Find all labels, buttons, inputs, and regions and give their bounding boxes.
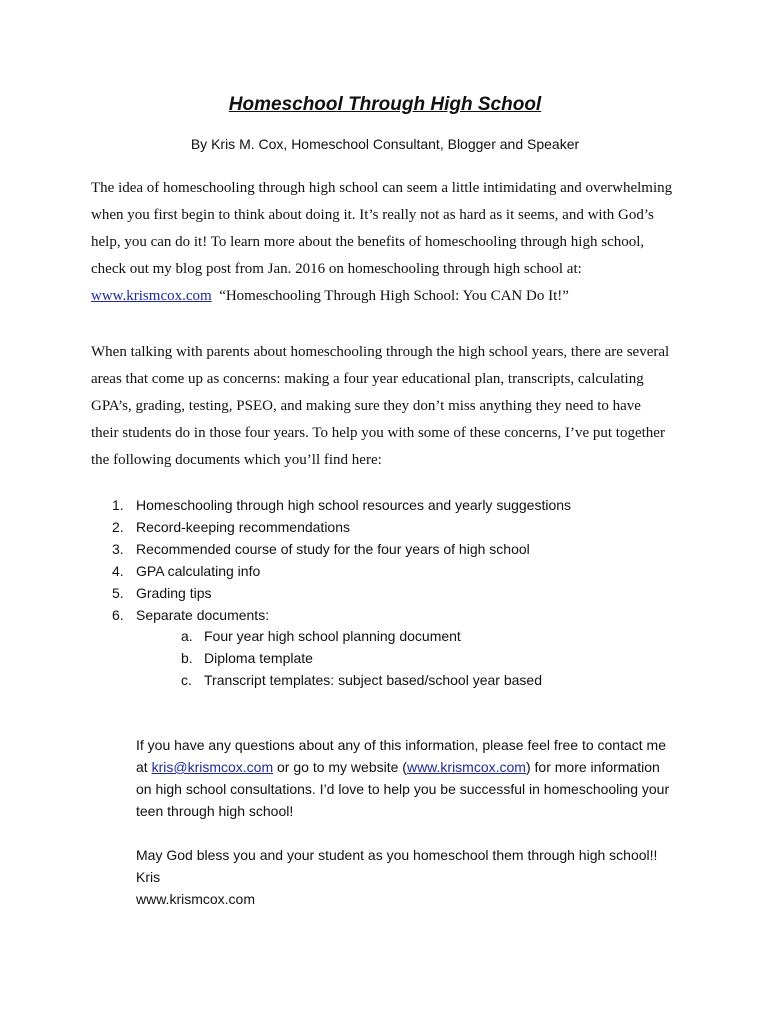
list-item: 1. Homeschooling through high school resources and yearly suggestions bbox=[112, 497, 572, 513]
blessing-line: May God bless you and your student as you homeschool them through high school!! bbox=[136, 847, 658, 863]
concerns-line: their students do in those four years. To help you with some of these concerns, I’ve put together bbox=[91, 425, 665, 441]
spacer bbox=[136, 822, 696, 844]
documents-list bbox=[112, 494, 571, 626]
website-link[interactable]: www.krismcox.com bbox=[406, 759, 526, 775]
intro-line: check out my blog post from Jan. 2016 on homeschooling through high school at: bbox=[91, 261, 582, 277]
sublist-item: c. Transcript templates: subject based/school year based bbox=[181, 672, 542, 688]
signature: Kris bbox=[136, 869, 161, 885]
concerns-line: GPA’s, grading, testing, PSEO, and making sure they don’t miss anything they need to have bbox=[91, 398, 641, 414]
list-item: 6. Separate documents: bbox=[112, 607, 270, 623]
sublist-item: a. Four year high school planning document bbox=[181, 628, 461, 644]
closing-line: at kris@krismcox.com or go to my website (www.krismcox.com) for more information bbox=[136, 759, 660, 775]
blog-post-title: “Homeschooling Through High School: You CAN Do It!” bbox=[211, 288, 569, 304]
sublist-item: b. Diploma template bbox=[181, 650, 313, 666]
intro-line: help, you can do it! To learn more about the benefits of homeschooling through high school, bbox=[91, 234, 645, 250]
concerns-line: When talking with parents about homeschooling through the high school years, there are several bbox=[91, 344, 670, 360]
intro-line: The idea of homeschooling through high school can seem a little intimidating and overwhelming bbox=[91, 180, 673, 196]
document-title: Homeschool Through High School bbox=[228, 94, 542, 115]
intro-line bbox=[91, 283, 691, 310]
separate-documents-list bbox=[181, 625, 542, 691]
closing-line: on high school consultations. I’d love to help you be successful in homeschooling your bbox=[136, 781, 670, 797]
signature-website: www.krismcox.com bbox=[136, 891, 256, 907]
concerns-line: the following documents which you’ll find here: bbox=[91, 452, 382, 468]
list-item: 3. Recommended course of study for the four years of high school bbox=[112, 541, 530, 557]
closing-line: teen through high school! bbox=[136, 803, 294, 819]
blog-link[interactable]: www.krismcox.com bbox=[91, 288, 212, 304]
concerns-paragraph bbox=[91, 339, 691, 474]
closing-section bbox=[136, 734, 696, 910]
list-item: 4. GPA calculating info bbox=[112, 563, 261, 579]
intro-line: when you first begin to think about doing it. It’s really not as hard as it seems, and with God’s bbox=[91, 207, 654, 223]
email-link[interactable]: kris@krismcox.com bbox=[151, 759, 274, 775]
list-item: 5. Grading tips bbox=[112, 585, 212, 601]
list-item: 2. Record-keeping recommendations bbox=[112, 519, 350, 535]
byline: By Kris M. Cox, Homeschool Consultant, Blogger and Speaker bbox=[190, 136, 580, 152]
closing-line: If you have any questions about any of this information, please feel free to contact me bbox=[136, 737, 666, 753]
concerns-line: areas that come up as concerns: making a four year educational plan, transcripts, calculating bbox=[91, 371, 644, 387]
intro-paragraph bbox=[91, 175, 691, 310]
